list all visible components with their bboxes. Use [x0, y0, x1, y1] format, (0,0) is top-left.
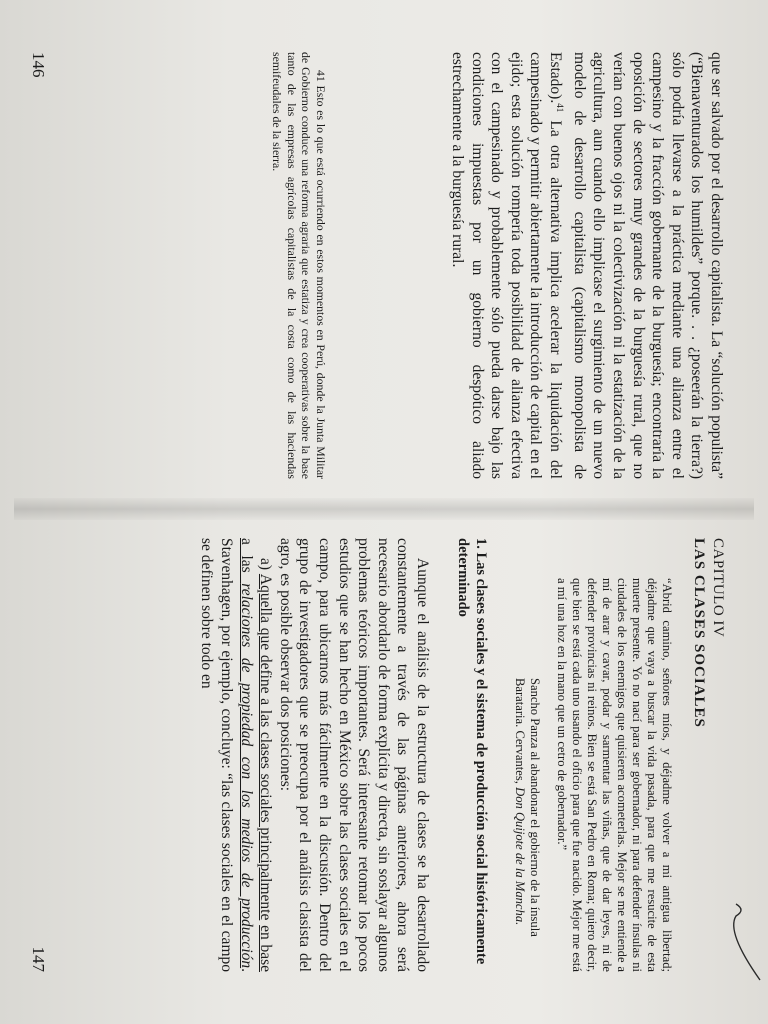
left-page	[14, 12, 754, 497]
page-number-right: 147	[29, 946, 48, 972]
book-gutter	[14, 498, 754, 520]
epigraph: “Abrid camino, señores míos, y déjadme volver a mi antigua libertad; déjadme que vaya a buscar la vida pasada, para que me resucite de esta muerte presente. Yo no nací para ser gobernador, ni para defender ínsulas ni ciudades de los enemigos que quisieren acometerlas. Mejor se me entiende a mí de arar y cavar, podar y sarmentar las viñas, que de dar leyes, ni de defender provincias ni reinos. Bien se está San Pedro en Roma; quiero decir, que bien se está cada uno usando el oficio para que fue nacido. Mejor me está a mí una hoz en la mano que un cetro de gobernador.”	[555, 578, 674, 972]
page-number-left: 146	[29, 52, 48, 78]
list-item-a: a) Aquella que define a las clases sociales principalmente en base a las relaciones de propiedad con los medios de producción. Stavenhagen, por ejemplo, concluye: “las clases sociales en el campo se definen sobre todo en	[198, 538, 275, 972]
chapter-title: LAS CLASES SOCIALES	[691, 538, 707, 728]
footnote: 41 Esto es lo que está ocurriendo en estos momentos en Perú, donde la Junta Militar de Gobierno conduce una reforma agraria que estatiza y crea cooperativas sobre la base tanto de las empresas agrícolas capitalistas de la costa como de las haciendas semifeudales de la sierra.	[270, 52, 328, 479]
footnote-reference: 41	[555, 103, 566, 113]
section-heading: 1. Las clases sociales y el sistema de producción social históricamente determinado	[455, 538, 489, 965]
epigraph-attribution: Sancho Panza al abandonar el gobierno de la ínsula Barataria. Cervantes, Don Quijote de la Mancha.	[513, 678, 542, 937]
chapter-label: CAPITULO IV	[710, 538, 726, 638]
left-body-paragraph: que ser salvado por el desarrollo capitalista. La “solución populista” (“Bienaventurados los humildes” porque. . . ¿poseerán la tierra?) sólo podría llevarse a la práctica mediante una alianza entre el campesino y la fracción gobernante de la burguesía; encontraría la oposición de sectores muy grandes de la burguesía rural, que no verían con buenos ojos ni la colectivización ni la estatización de la agricultura, aun cuando ello implicase el surgimiento de un nuevo modelo de desarrollo capitalista (capitalismo monopolista de Estado).$^{41}$ La otra alternativa implica acelerar la liquidación del campesinado y permitir abiertamente la introducción de capital en el ejido; esta solución rompería toda posibilidad de alianza efectiva con el campesinado y probablemente sólo pueda darse bajo las condiciones impuestas por un gobierno despótico aliado estrechamente a la burguesía rural.	[449, 52, 725, 479]
book-spread	[14, 12, 754, 1012]
book-title: Don Quijote de la Mancha.	[513, 787, 527, 926]
right-page	[14, 522, 754, 1012]
pen-mark-icon	[706, 902, 766, 982]
right-body-paragraph: Aunque el análisis de la estructura de clases se ha desarrollado constantemente a través de las páginas anteriores, ahora será necesario abordarlo de forma explícita y directa, sin soslayar algunos problemas teóricos importantes. Será interesante retomar los pocos estudios que se han hecho en México sobre las clases sociales en el campo, para ubicarnos más fácilmente en la discusión. Dentro del grupo de investigadores que se preocupa por el análisis clasista del agro, es posible observar dos posiciones:	[276, 538, 431, 972]
footnote-number: 41	[313, 70, 328, 82]
